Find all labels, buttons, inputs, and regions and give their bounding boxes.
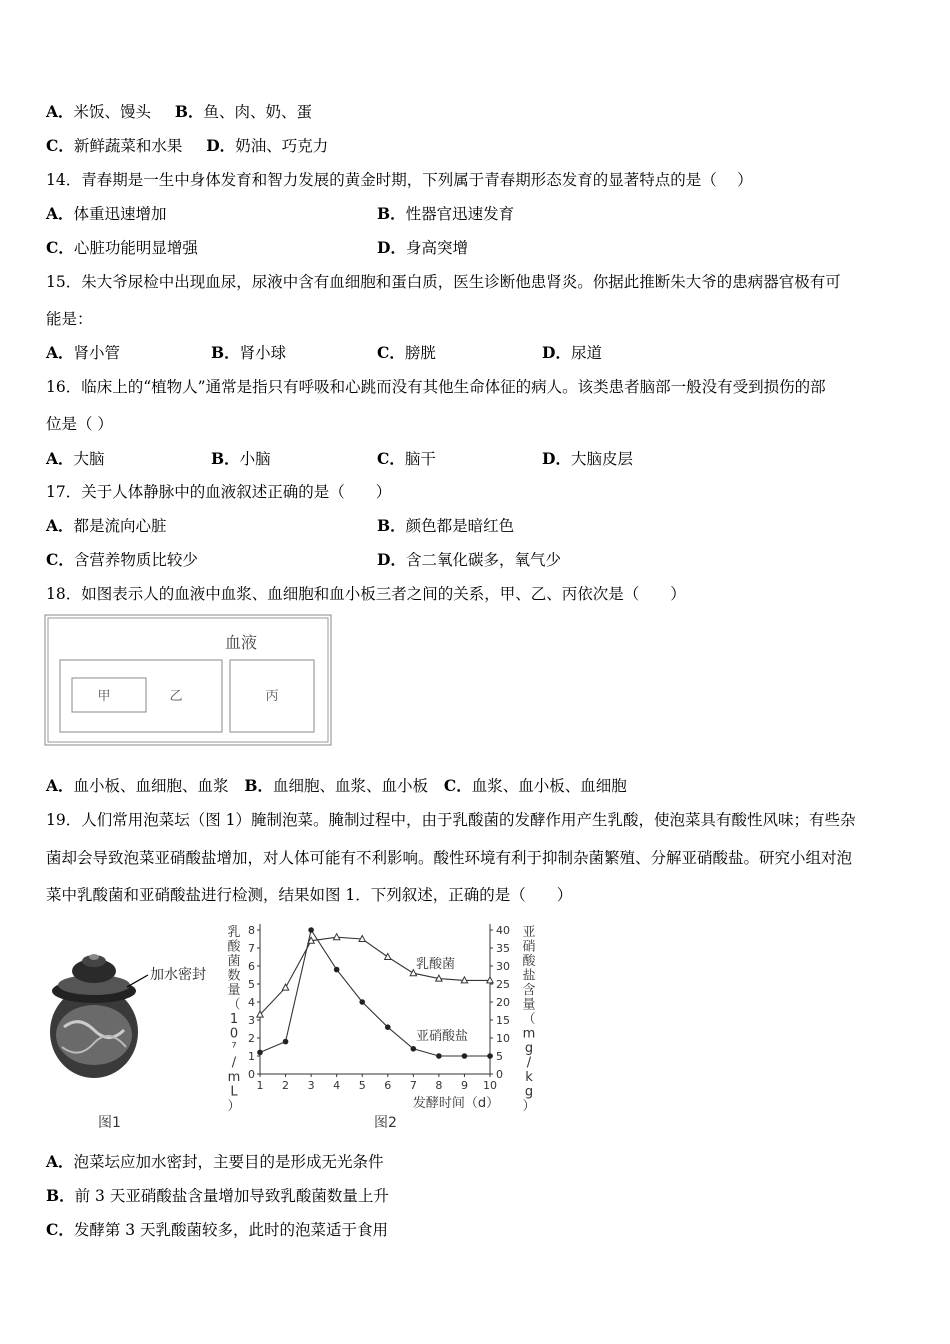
option-b-label: B． (211, 343, 240, 362)
series-label-nitrite: 亚硝酸盐 (416, 1029, 469, 1044)
q16-option-c (377, 449, 436, 469)
x-tick-label: 8 (435, 1079, 443, 1092)
pickle-jar-illustration (44, 935, 237, 1085)
nitrite-point (334, 967, 340, 973)
lactobacillus-point (282, 984, 288, 990)
right-axis-title-char: ） (522, 1099, 536, 1112)
option-b-label: B． (377, 204, 406, 223)
nitrite-point (257, 1050, 263, 1056)
callout-label: 加水密封 (150, 967, 206, 983)
option-b-text: 鱼、肉、奶、蛋 (203, 103, 313, 121)
nitrite-point (487, 1053, 493, 1059)
q19-stem-line-2: 菌却会导致泡菜亚硝酸盐增加，对人体可能有不利影响。酸性环境有利于抑制杂菌繁殖、分解亚硝酸盐。研究小组对泡 (46, 849, 853, 867)
right-axis-title-char: 硝 (522, 939, 536, 955)
x-axis-title: 发酵时间（d） (412, 1096, 500, 1111)
option-b-text: 血细胞、血浆、血小板 (273, 777, 429, 795)
q15-option-a (46, 343, 120, 363)
q19-option-a (46, 1152, 384, 1172)
q19-option-b (46, 1186, 389, 1206)
q15-stem-line-2: 能是： (46, 310, 93, 328)
option-a-text: 大脑 (73, 450, 105, 468)
q16-option-b (211, 449, 271, 469)
nitrite-point (411, 1046, 417, 1052)
jar-lid-knob (89, 954, 99, 960)
q14-option-c (46, 238, 198, 258)
yi-label: 乙 (169, 689, 183, 704)
option-b-label: B． (46, 1186, 75, 1205)
callout-line (127, 975, 148, 987)
option-c-text: 心脏功能明显增强 (73, 239, 198, 257)
q14-option-a (46, 204, 167, 224)
right-axis-title-char: g (524, 1041, 534, 1056)
option-b-label: B． (174, 102, 204, 121)
left-tick-label: 5 (248, 978, 255, 991)
left-tick-label: 2 (248, 1032, 255, 1045)
q17-option-d (377, 550, 561, 570)
option-c-text: 膀胱 (404, 344, 436, 362)
right-axis-title-char: 含 (522, 983, 536, 998)
left-axis-title-char: 乳 (227, 925, 241, 940)
nitrite-point (283, 1039, 289, 1045)
left-axis-title-char: ） (227, 1099, 241, 1112)
chart-axes (257, 924, 493, 1077)
q17-option-b (377, 516, 514, 536)
q18-options (46, 776, 627, 796)
left-tick-label: 6 (248, 960, 255, 973)
option-a-label: A． (46, 204, 74, 223)
option-d-label: D． (542, 449, 571, 468)
q16-stem-line-1: 16．临床上的“植物人”通常是指只有呼吸和心跳而没有其他生命体征的病人。该类患者脑部一般没有受到损伤的部 (46, 378, 826, 396)
series-label-lactobacillus: 乳酸菌 (416, 957, 456, 972)
option-b-text: 肾小球 (239, 344, 287, 362)
right-tick-label: 5 (496, 1050, 503, 1063)
left-axis-title-char: （ (227, 997, 241, 1013)
option-a-text: 都是流向心脏 (73, 517, 167, 535)
x-tick-label: 7 (409, 1079, 417, 1092)
q19-stem-line-1: 19．人们常用泡菜坛（图 1）腌制泡菜。腌制过程中，由于乳酸菌的发酵作用产生乳酸，使泡菜具有酸性风味；有些杂 (46, 811, 856, 829)
q19-option-c (46, 1220, 388, 1240)
x-tick-label: 1 (256, 1079, 264, 1092)
option-c-label: C． (377, 343, 405, 362)
lactobacillus-point (385, 954, 391, 960)
option-a-label: A． (46, 102, 74, 121)
option-c-text: 新鲜蔬菜和水果 (73, 137, 183, 155)
right-axis-title-char: 量 (522, 997, 536, 1013)
left-axis-title-char: 酸 (227, 939, 241, 955)
jia-label: 甲 (97, 689, 111, 704)
option-c-text: 发酵第 3 天乳酸菌较多，此时的泡菜适于食用 (73, 1221, 389, 1239)
left-tick-label: 1 (248, 1050, 255, 1063)
nitrite-point (385, 1024, 391, 1030)
right-tick-label: 40 (496, 924, 510, 937)
x-tick-label: 4 (333, 1079, 341, 1092)
option-d-text: 含二氧化碳多，氧气少 (405, 551, 561, 569)
nitrite-point (308, 927, 314, 933)
fermentation-chart (224, 916, 542, 1112)
q14-stem: 14．青春期是一生中身体发育和智力发展的黄金时期，下列属于青春期形态发育的显著特点的是（ ） (46, 171, 753, 189)
option-a-text: 泡菜坛应加水密封，主要目的是形成无光条件 (73, 1153, 384, 1171)
option-a-label: A． (46, 516, 74, 535)
x-tick-label: 9 (460, 1079, 468, 1092)
jar-pattern (56, 1005, 132, 1065)
diagram-frame (45, 615, 331, 745)
option-b-label: B． (244, 776, 274, 795)
figure-1-label: 图1 (98, 1115, 121, 1131)
option-c-text: 含营养物质比较少 (73, 551, 198, 569)
option-c-label: C． (46, 238, 74, 257)
q17-stem: 17．关于人体静脉中的血液叙述正确的是（ ） (46, 483, 392, 501)
nitrite-point (436, 1053, 442, 1059)
right-axis-title-char: k (525, 1070, 533, 1085)
left-tick-label: 3 (248, 1014, 255, 1027)
left-tick-label: 4 (248, 996, 255, 1009)
right-axis-title-char: 亚 (522, 925, 536, 940)
option-a-label: A． (46, 776, 74, 795)
option-d-text: 奶油、巧克力 (235, 137, 329, 155)
right-axis-title-char: （ (522, 1012, 536, 1027)
right-tick-label: 0 (496, 1068, 503, 1081)
blood-label: 血液 (224, 633, 258, 652)
left-axis-title-char: m (227, 1070, 241, 1085)
left-axis-title-char: 量 (227, 983, 241, 998)
right-axis-title-char: g (524, 1084, 534, 1100)
option-b-text: 小脑 (239, 450, 271, 468)
lactobacillus-point (333, 934, 339, 940)
option-a-label: A． (46, 343, 74, 362)
left-tick-label: 8 (248, 924, 255, 937)
left-tick-label: 7 (248, 942, 255, 955)
option-b-text: 性器官迅速发育 (405, 205, 515, 223)
option-d-label: D． (377, 550, 406, 569)
q16-stem-line-2: 位是（ ） (46, 415, 113, 433)
option-d-text: 大脑皮层 (570, 450, 633, 468)
left-tick-label: 0 (248, 1068, 255, 1081)
option-d-label: D． (542, 343, 571, 362)
right-axis-title-char: 盐 (522, 968, 536, 984)
option-b-text: 颜色都是暗红色 (405, 517, 515, 535)
right-tick-label: 10 (496, 1032, 510, 1045)
left-axis-title-char: 数 (227, 968, 241, 984)
left-axis-title-char: 1 (229, 1012, 239, 1027)
x-tick-label: 5 (358, 1079, 366, 1092)
right-tick-label: 25 (496, 978, 510, 991)
figure-2-label: 图2 (374, 1115, 397, 1131)
x-tick-label: 3 (307, 1079, 315, 1092)
right-axis-title-char: m (522, 1026, 536, 1042)
x-tick-label: 2 (282, 1079, 290, 1092)
right-tick-label: 20 (496, 996, 510, 1009)
option-a-label: A． (46, 1152, 74, 1171)
q14-option-b (377, 204, 514, 224)
option-a-text: 体重迅速增加 (73, 205, 167, 223)
q17-option-a (46, 516, 167, 536)
q15-option-d (542, 343, 602, 363)
right-axis-title-char: / (526, 1055, 532, 1071)
option-a-label: A． (46, 449, 74, 468)
option-c-label: C． (46, 136, 74, 155)
left-axis-title-char: L (230, 1084, 238, 1100)
left-axis-title-char: 菌 (227, 954, 241, 969)
q14-option-d (377, 238, 468, 258)
blood-composition-diagram (44, 614, 334, 748)
x-tick-label: 6 (384, 1079, 392, 1092)
left-axis-title-char: ⁷ (231, 1041, 237, 1056)
q13-option-row-1 (46, 102, 312, 122)
q17-option-c (46, 550, 198, 570)
bing-label: 丙 (265, 689, 279, 704)
right-tick-label: 35 (496, 942, 510, 955)
option-b-label: B． (211, 449, 240, 468)
option-b-text: 前 3 天亚硝酸盐含量增加导致乳酸菌数量上升 (74, 1187, 389, 1205)
option-a-text: 血小板、血细胞、血浆 (73, 777, 229, 795)
q16-option-a (46, 449, 105, 469)
q19-stem-line-3: 菜中乳酸菌和亚硝酸盐进行检测，结果如图 1．下列叙述，正确的是（ ） (46, 886, 573, 904)
nitrite-point (462, 1053, 468, 1059)
q16-option-d (542, 449, 633, 469)
q15-option-c (377, 343, 436, 363)
right-tick-label: 30 (496, 960, 510, 973)
option-d-text: 尿道 (570, 344, 602, 362)
q15-stem-line-1: 15．朱大爷尿检中出现血尿，尿液中含有血细胞和蛋白质，医生诊断他患肾炎。你据此推断朱大爷的患病器官极有可 (46, 273, 841, 291)
q13-option-row-2 (46, 136, 328, 156)
left-axis-title (227, 925, 241, 1112)
option-c-text: 血浆、血小板、血细胞 (471, 777, 627, 795)
option-c-label: C． (46, 550, 74, 569)
right-axis-title (522, 925, 536, 1112)
option-c-label: C． (377, 449, 405, 468)
right-axis-title-char: 酸 (522, 954, 536, 969)
option-d-label: D． (206, 136, 236, 155)
q15-option-b (211, 343, 286, 363)
right-tick-label: 15 (496, 1014, 510, 1027)
option-c-text: 脑干 (404, 450, 436, 468)
nitrite-point (359, 999, 365, 1005)
x-tick-label: 10 (483, 1079, 497, 1092)
option-a-text: 肾小管 (73, 344, 121, 362)
left-axis-title-char: 0 (229, 1026, 239, 1042)
option-d-text: 身高突增 (405, 239, 468, 257)
left-axis-title-char: / (231, 1055, 237, 1071)
option-d-label: D． (377, 238, 406, 257)
option-b-label: B． (377, 516, 406, 535)
option-c-label: C． (46, 1220, 74, 1239)
option-a-text: 米饭、馒头 (73, 103, 152, 121)
q18-stem: 18．如图表示人的血液中血浆、血细胞和血小板三者之间的关系，甲、乙、丙依次是（ ） (46, 585, 686, 603)
option-c-label: C． (443, 776, 472, 795)
